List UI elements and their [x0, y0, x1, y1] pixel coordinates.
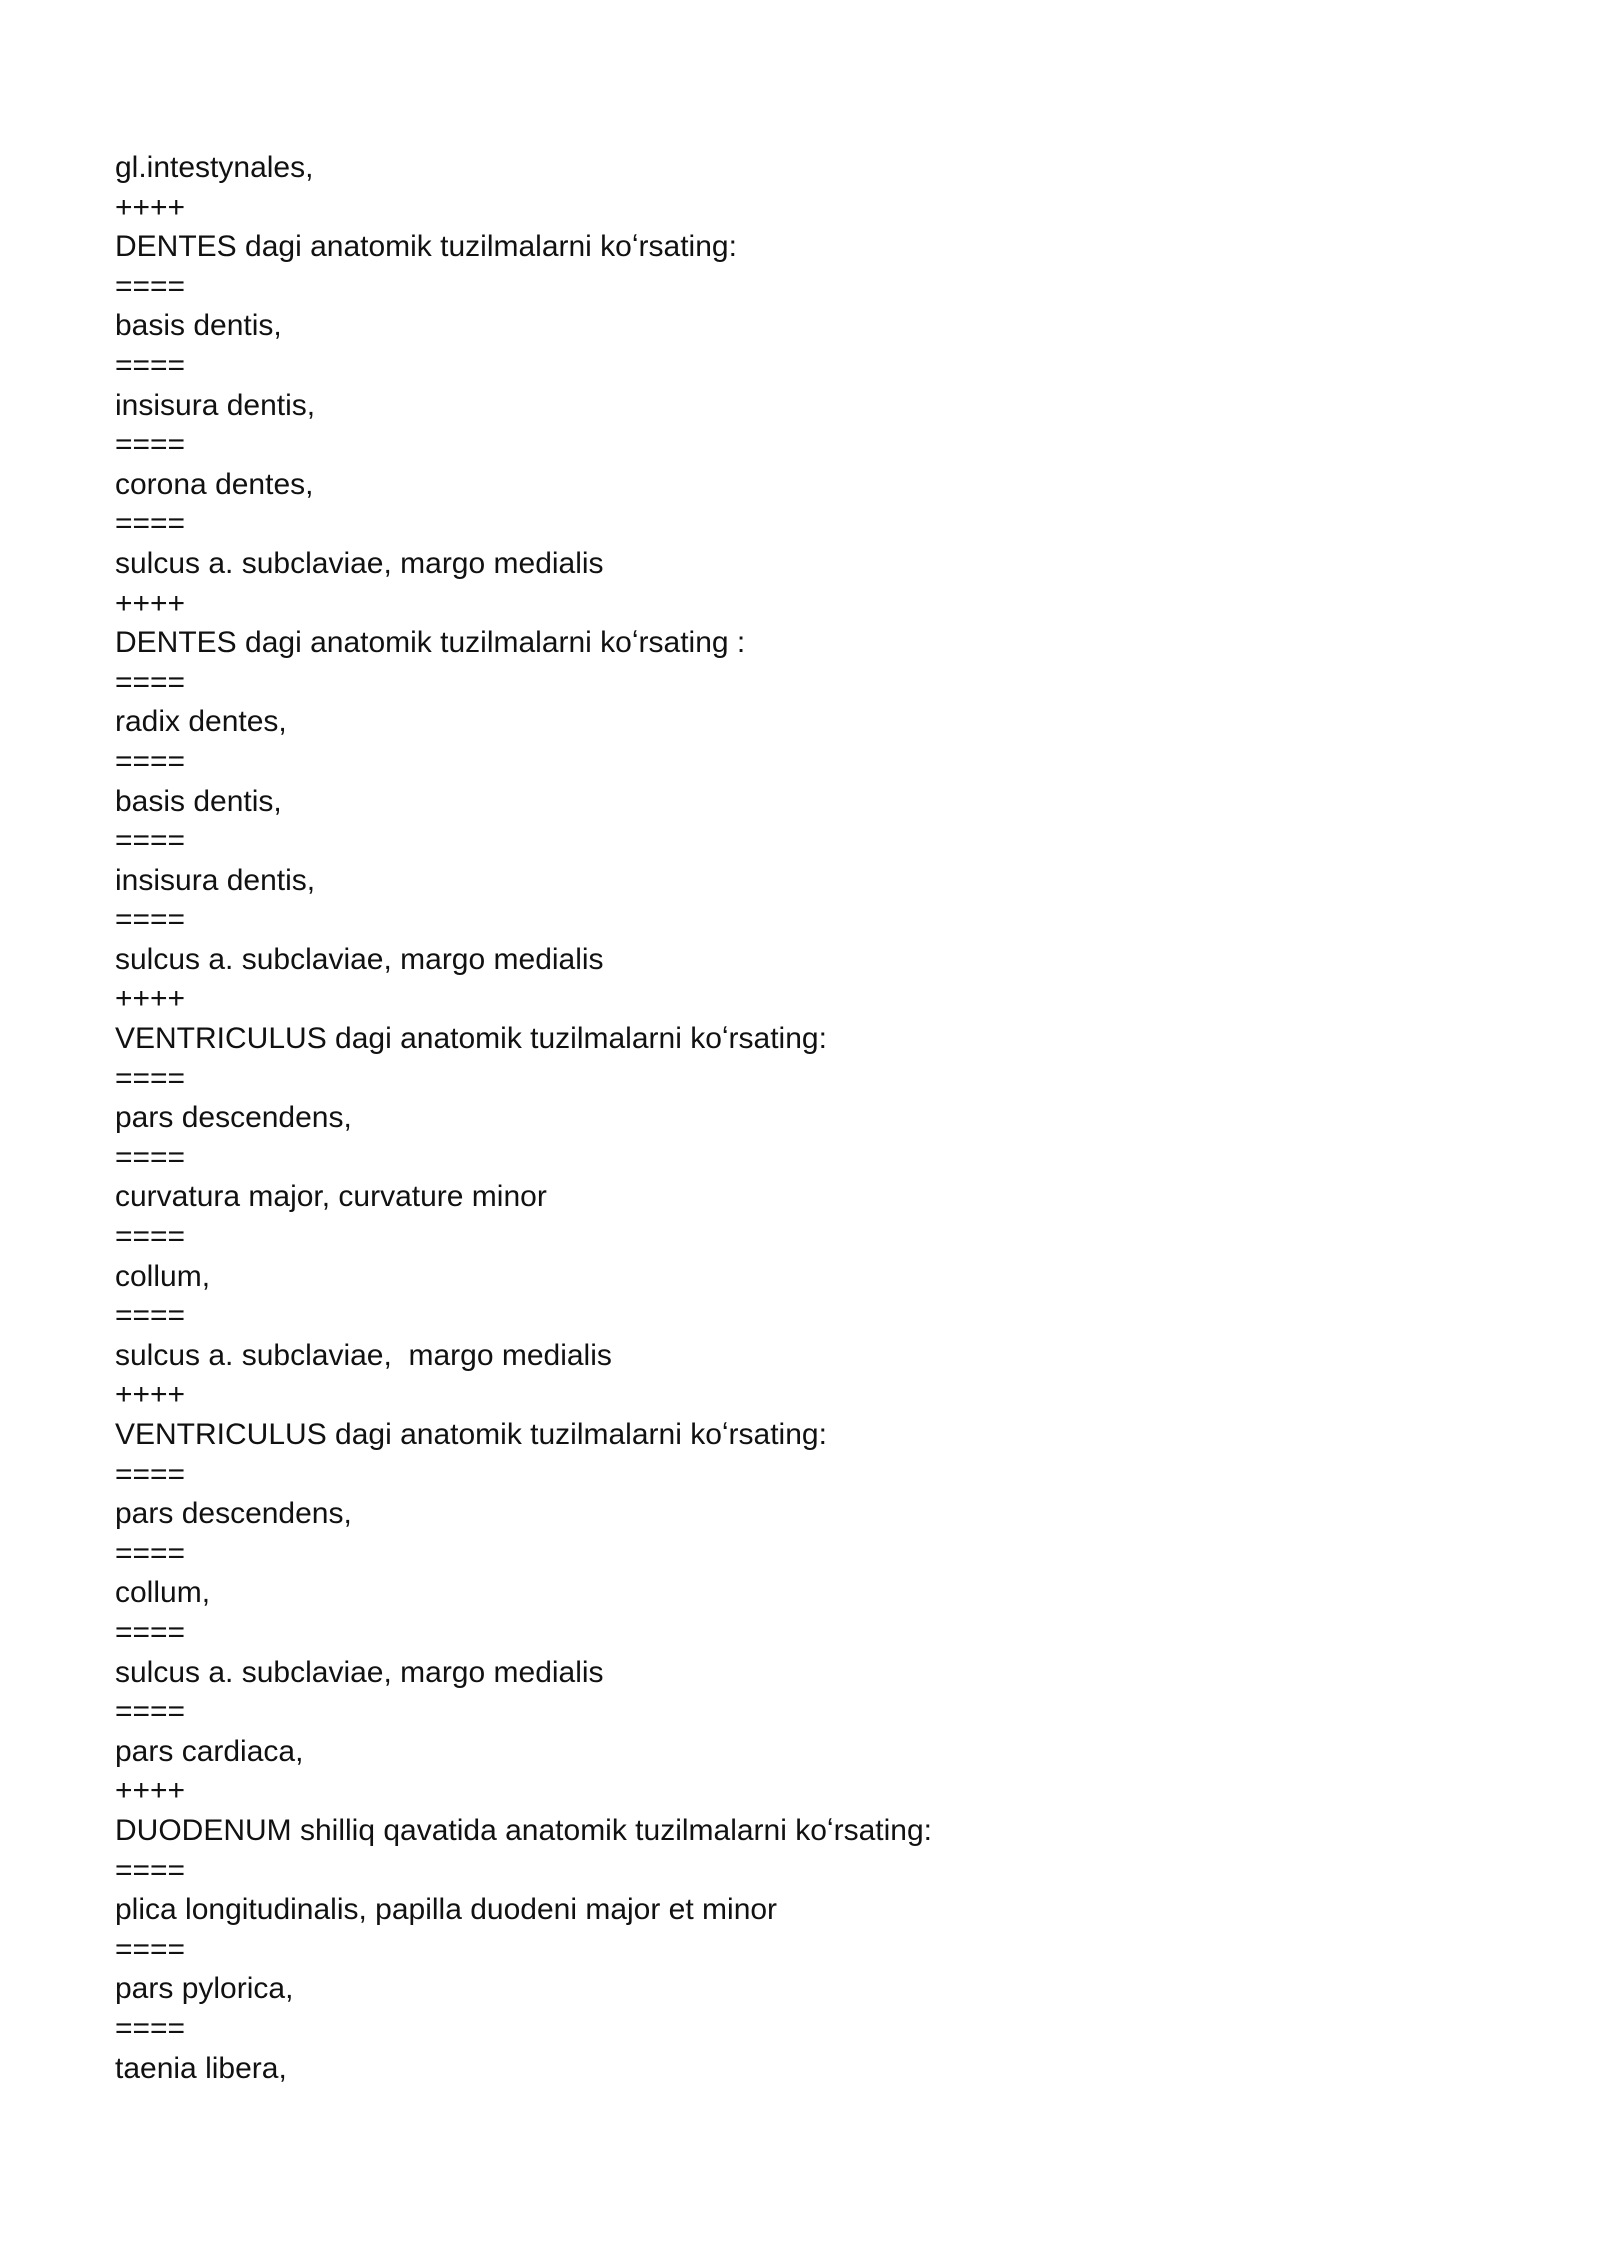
answer-option: basis dentis,	[115, 309, 282, 343]
answer-option: pars cardiaca,	[115, 1734, 304, 1768]
option-separator: ====	[115, 1536, 186, 1570]
option-separator: ====	[115, 1695, 186, 1729]
question-separator: ++++	[115, 1774, 186, 1808]
question-separator: ++++	[115, 1378, 186, 1412]
option-separator: ====	[115, 903, 186, 937]
option-separator: ====	[115, 1061, 186, 1095]
answer-option: taenia libera,	[115, 2051, 287, 2085]
question-separator: ++++	[115, 982, 186, 1016]
option-separator: ====	[115, 1299, 186, 1333]
answer-option: sulcus a. subclaviae, margo medialis	[115, 546, 604, 580]
answer-option: basis dentis,	[115, 784, 282, 818]
answer-option: insisura dentis,	[115, 388, 316, 422]
answer-option: pars descendens,	[115, 1101, 352, 1135]
option-separator: ====	[115, 1853, 186, 1887]
option-separator: ====	[115, 665, 186, 699]
answer-option: plica longitudinalis, papilla duodeni major et minor	[115, 1893, 778, 1927]
option-separator: ====	[115, 1457, 186, 1491]
answer-option: radix dentes,	[115, 705, 287, 739]
question-separator: ++++	[115, 586, 186, 620]
answer-option: pars pylorica,	[115, 1972, 294, 2006]
option-separator: ====	[115, 2011, 186, 2045]
answer-option: corona dentes,	[115, 467, 314, 501]
question-text: VENTRICULUS dagi anatomik tuzilmalarni koʻrsating:	[115, 1418, 827, 1451]
option-separator: ====	[115, 1615, 186, 1649]
answer-option: collum,	[115, 1576, 211, 1610]
answer-option: collum,	[115, 1259, 211, 1293]
option-separator: ====	[115, 744, 186, 778]
option-separator: ====	[115, 428, 186, 462]
question-text: DENTES dagi anatomik tuzilmalarni koʻrsating:	[115, 230, 737, 264]
answer-option: insisura dentis,	[115, 863, 316, 897]
question-text: DUODENUM shilliq qavatida anatomik tuzilmalarni koʻrsating:	[115, 1813, 932, 1847]
option-separator: ====	[115, 1140, 186, 1174]
answer-option: gl.intestynales,	[115, 151, 314, 184]
answer-option: sulcus a. subclaviae, margo medialis	[115, 1338, 612, 1372]
option-separator: ====	[115, 348, 186, 382]
question-text: VENTRICULUS dagi anatomik tuzilmalarni koʻrsating:	[115, 1022, 827, 1056]
answer-option: sulcus a. subclaviae, margo medialis	[115, 1655, 604, 1689]
option-separator: ====	[115, 269, 186, 303]
answer-option: curvatura major, curvature minor	[115, 1180, 547, 1214]
question-text: DENTES dagi anatomik tuzilmalarni koʻrsating :	[115, 626, 746, 660]
answer-option: pars descendens,	[115, 1497, 352, 1531]
option-separator: ====	[115, 824, 186, 858]
option-separator: ====	[115, 507, 186, 541]
option-separator: ====	[115, 1932, 186, 1966]
option-separator: ====	[115, 1220, 186, 1254]
answer-option: sulcus a. subclaviae, margo medialis	[115, 942, 604, 976]
document-body	[115, 148, 1495, 2088]
question-separator: ++++	[115, 190, 186, 224]
